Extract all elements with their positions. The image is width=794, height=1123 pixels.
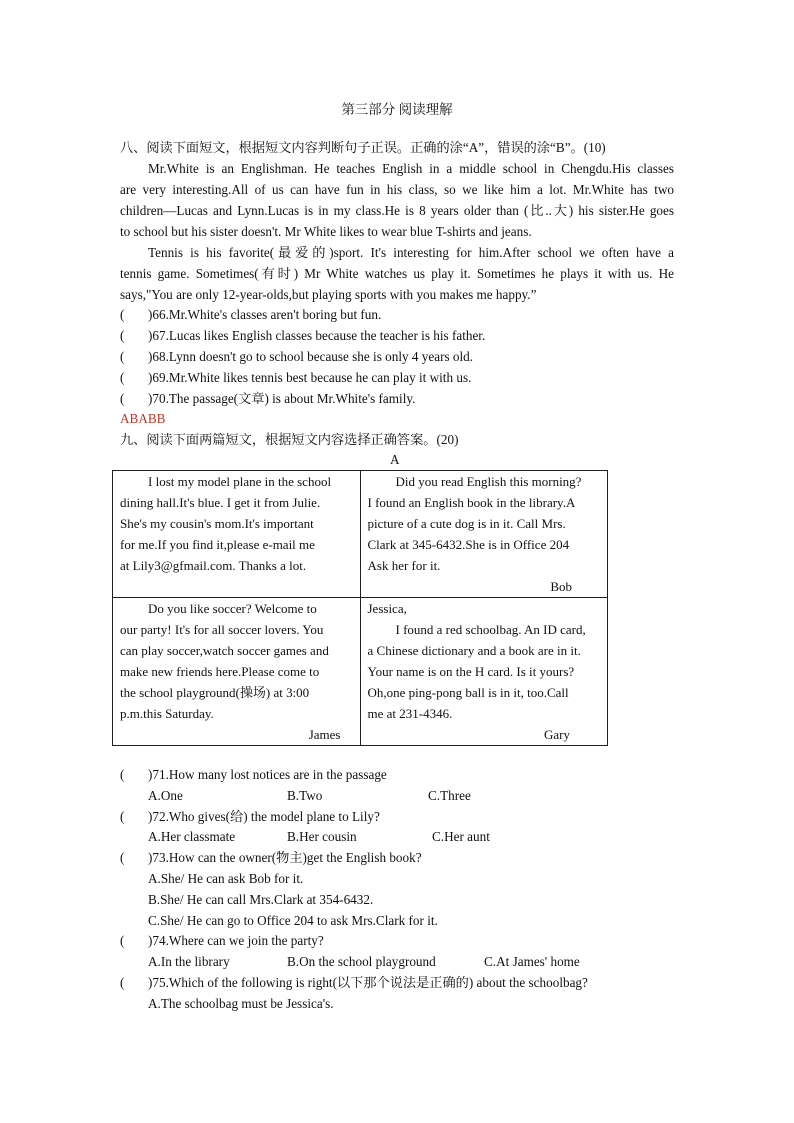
option[interactable]: C.Three [428, 788, 471, 803]
question-72: ( )72.Who gives(给) the model plane to Lily? [120, 809, 380, 824]
question-69: ( )69.Mr.White likes tennis best because he can play it with us. [120, 370, 472, 385]
passage-line: tennis game. Sometimes(有时) Mr White watches us play it. Sometimes he plays it with us. He [120, 266, 674, 281]
passage-line: children—Lucas and Lynn.Lucas is in my class.He is 8 years older than (比..大) his sister.He goes [120, 203, 674, 218]
notices-table [112, 470, 608, 746]
page-title: 第三部分 阅读理解 [341, 102, 453, 117]
signature: Bob [550, 579, 572, 594]
signature: Gary [544, 727, 570, 742]
option[interactable]: C.She/ He can go to Office 204 to ask Mrs.Clark for it. [148, 913, 438, 928]
option[interactable]: B.She/ He can call Mrs.Clark at 354-6432. [148, 892, 374, 907]
option[interactable]: C.At James' home [484, 954, 580, 969]
passage-line: says,"You are only 12-year-olds,but playing sports with you makes me happy.” [120, 287, 537, 302]
question-67: ( )67.Lucas likes English classes because the teacher is his father. [120, 328, 486, 343]
passage-line: Mr.White is an Englishman. He teaches English in a middle school in Chengdu.His classes [148, 161, 674, 176]
notice-soccer-party: Do you like soccer? Welcome to our party! It's for all soccer lovers. You can play soccer,watch soccer games and make new friends here.Please come to the school playground(操场) at 3:00 p.m.this Saturday. James [113, 598, 361, 746]
notice-lost-plane: I lost my model plane in the school dining hall.It's blue. I get it from Julie. She's my cousin's mom.It's important for me.If you find it,please e-mail me at Lily3@gfmail.com. Thanks a lot. [113, 471, 361, 598]
question-71: ( )71.How many lost notices are in the passage [120, 767, 387, 782]
question-73: ( )73.How can the owner(物主)get the English book? [120, 850, 422, 865]
option[interactable]: B.Her cousin [287, 829, 357, 844]
option[interactable]: A.One [148, 788, 183, 803]
question-74: ( )74.Where can we join the party? [120, 933, 324, 948]
option[interactable]: A.In the library [148, 954, 230, 969]
option[interactable]: A.The schoolbag must be Jessica's. [148, 996, 334, 1011]
notice-found-book: Did you read English this morning? I found an English book in the library.A picture of a cute dog is in it. Call Mrs. Clark at 345-6432.She is in Office 204 Ask her for it. Bob [360, 471, 608, 598]
question-75: ( )75.Which of the following is right(以下那个说法是正确的) about the schoolbag? [120, 975, 588, 990]
option[interactable]: B.Two [287, 788, 323, 803]
notice-found-schoolbag: Jessica, I found a red schoolbag. An ID card, a Chinese dictionary and a book are in it. Your name is on the H card. Is it yours? Oh,one ping-pong ball is in it, too.Call me at 231-4346. Gary [360, 598, 608, 746]
question-66: ( )66.Mr.White's classes aren't boring but fun. [120, 307, 382, 322]
option[interactable]: A.She/ He can ask Bob for it. [148, 871, 304, 886]
passage-line: Tennis is his favorite(最爱的)sport. It's interesting for him.After school we often have a [148, 245, 674, 260]
option[interactable]: A.Her classmate [148, 829, 236, 844]
option[interactable]: C.Her aunt [432, 829, 490, 844]
passage-label: A [390, 452, 400, 467]
signature: James [308, 727, 341, 742]
answer-key: ABABB [120, 411, 166, 426]
section8-heading: 八、阅读下面短文，根据短文内容判断句子正误。正确的涂“A”，错误的涂“B”。(10) [120, 140, 606, 155]
passage-line: to school but his sister doesn't. Mr White likes to wear blue T-shirts and jeans. [120, 224, 532, 239]
option[interactable]: B.On the school playground [287, 954, 436, 969]
question-68: ( )68.Lynn doesn't go to school because she is only 4 years old. [120, 349, 474, 364]
passage-line: are very interesting.All of us can have fun in his class, so we like him a lot. Mr.White has two [120, 182, 674, 197]
question-70: ( )70.The passage(文章) is about Mr.White's family. [120, 391, 416, 406]
section9-heading: 九、阅读下面两篇短文，根据短文内容选择正确答案。(20) [120, 432, 459, 447]
